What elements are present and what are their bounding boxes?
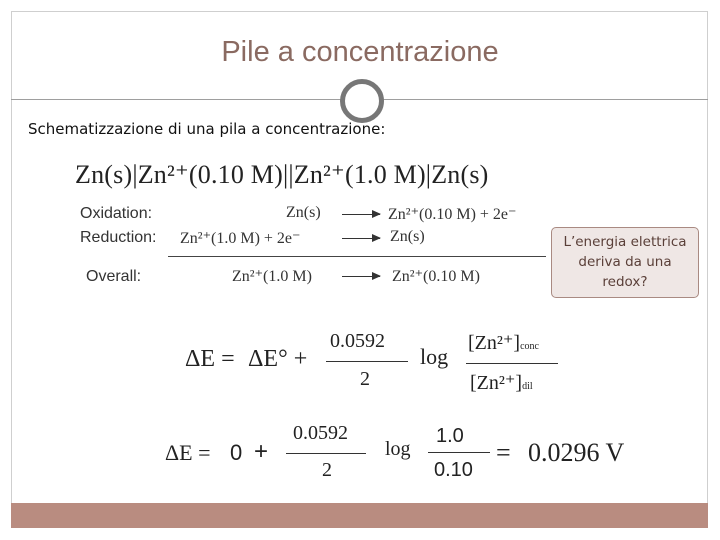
nernst-coef-den: 2	[360, 368, 370, 390]
result-coef-bar	[286, 453, 366, 454]
result-coef-num: 0.0592	[293, 422, 348, 444]
reduction-right: Zn(s)	[390, 228, 425, 245]
nernst-den	[470, 370, 533, 395]
question-callout	[551, 227, 699, 298]
result-log: log	[385, 438, 411, 460]
result-value: 0.0296 V	[528, 438, 625, 467]
callout-line-2: deriva da una	[578, 254, 672, 270]
callout-line-3: redox?	[602, 274, 648, 290]
circle-ornament-icon	[340, 79, 384, 123]
oxidation-label: Oxidation:	[80, 205, 153, 222]
overall-arrow-icon	[342, 276, 380, 277]
reduction-label: Reduction:	[80, 229, 157, 246]
result-equals: =	[496, 438, 511, 467]
nernst-coef-num: 0.0592	[330, 330, 385, 352]
nernst-quotient-bar	[466, 363, 558, 364]
oxidation-left: Zn(s)	[286, 204, 321, 221]
nernst-log: log	[420, 344, 449, 369]
result-num: 1.0	[436, 425, 464, 447]
nernst-lhs: ΔE =	[185, 346, 235, 372]
nernst-num-text: [Zn²⁺]	[468, 332, 521, 354]
nernst-delta-e0: ΔE° +	[248, 346, 308, 372]
reaction-sum-rule	[168, 256, 546, 257]
overall-right: Zn²⁺(0.10 M)	[392, 268, 480, 285]
result-quotient-bar	[428, 452, 490, 453]
overall-label: Overall:	[86, 268, 142, 285]
reduction-arrow-icon	[342, 238, 380, 239]
cell-notation: Zn(s)|Zn²⁺(0.10 M)||Zn²⁺(1.0 M)|Zn(s)	[75, 160, 489, 189]
result-coef-den: 2	[322, 459, 332, 481]
result-lhs: ΔE =	[165, 440, 211, 465]
overall-left: Zn²⁺(1.0 M)	[232, 268, 312, 285]
oxidation-right: Zn²⁺(0.10 M) + 2e⁻	[388, 206, 517, 223]
nernst-den-sub: dil	[522, 381, 533, 392]
result-zero: 0	[230, 440, 243, 465]
nernst-den-text: [Zn²⁺]	[470, 372, 523, 394]
nernst-num-sub: conc	[520, 341, 539, 352]
footer-bar	[11, 503, 708, 528]
callout-line-1: L’energia elettrica	[563, 234, 687, 250]
nernst-coef-bar	[326, 361, 408, 362]
reduction-left: Zn²⁺(1.0 M) + 2e⁻	[180, 230, 301, 247]
nernst-num	[468, 330, 539, 355]
slide-title: Pile a concentrazione	[221, 36, 499, 68]
result-plus: +	[254, 438, 269, 465]
slide-subtitle: Schematizzazione di una pila a concentrazione:	[28, 120, 386, 138]
oxidation-arrow-icon	[342, 214, 380, 215]
result-den: 0.10	[434, 459, 473, 481]
